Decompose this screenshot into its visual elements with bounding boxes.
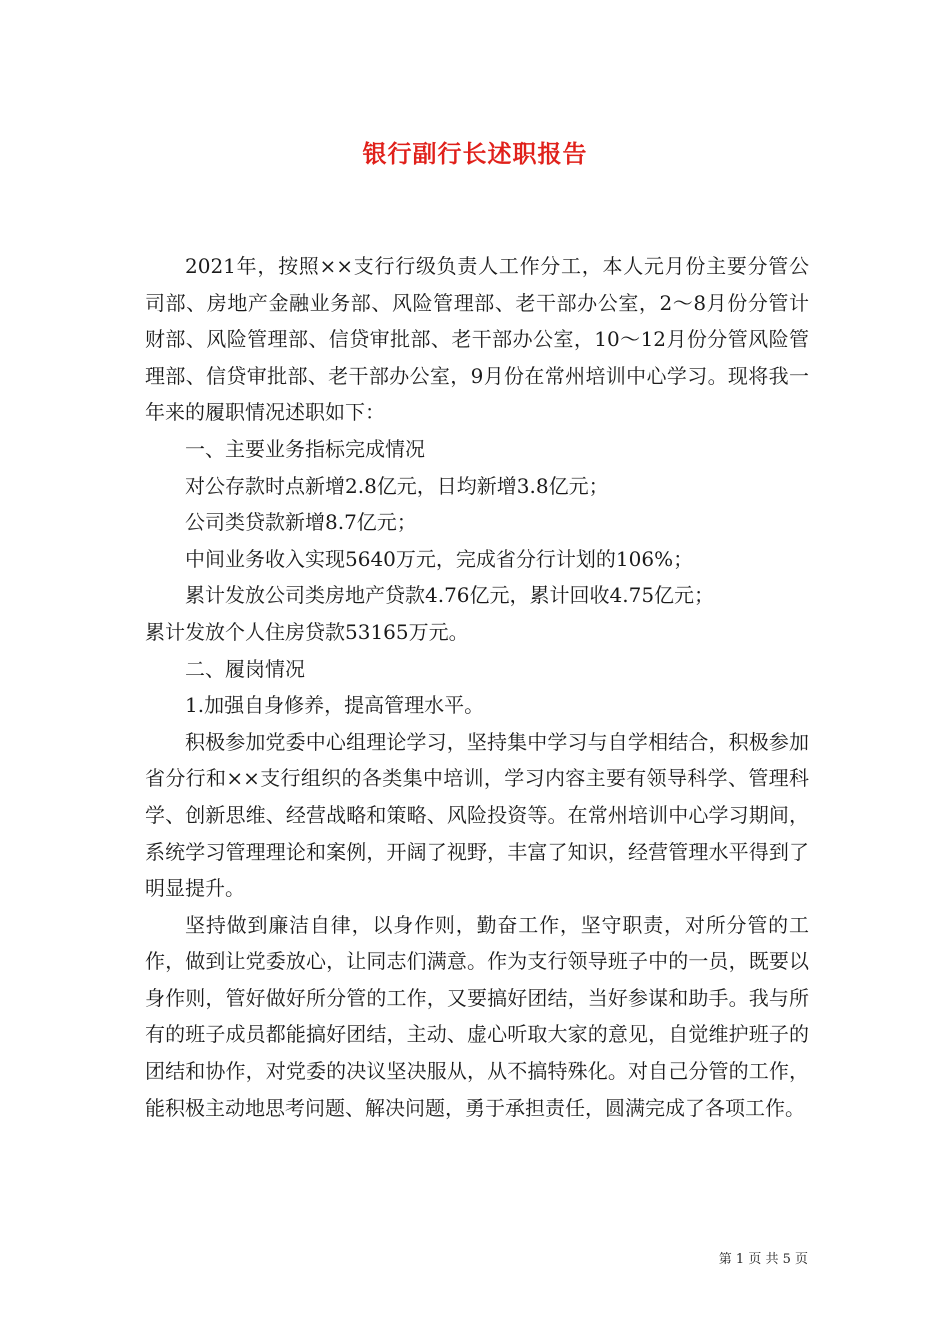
document-title: 银行副行长述职报告 bbox=[362, 139, 588, 168]
document-body bbox=[145, 248, 809, 1126]
paragraph-study: 积极参加党委中心组理论学习，坚持集中学习与自学相结合，积极参加省分行和××支行组织的各类集中培训，学习内容主要有领导科学、管理科学、创新思维、经营战略和策略、风险投资等。在常州培训中心学习期间，系统学习管理理论和案例，开阔了视野，丰富了知识，经营管理水平得到了明显提升。 bbox=[145, 729, 809, 901]
paragraph-loans: 公司类贷款新增8.7亿元； bbox=[185, 510, 417, 535]
section-heading-indicators: 一、主要业务指标完成情况 bbox=[185, 436, 425, 461]
paragraph-deposits: 对公存款时点新增2.8亿元，日均新增3.8亿元； bbox=[185, 473, 609, 498]
paragraph-integrity: 坚持做到廉洁自律，以身作则，勤奋工作，坚守职责，对所分管的工作，做到让党委放心，让同志们满意。作为支行领导班子中的一员，既要以身作则，管好做好所分管的工作，又要搞好团结，当好参谋和助手。我与所有的班子成员都能搞好团结，主动、虚心听取大家的意见，自觉维护班子的团结和协作，对党委的决议坚决服从，从不搞特殊化。对自己分管的工作，能积极主动地思考问题、解决问题，勇于承担责任，圆满完成了各项工作。 bbox=[145, 912, 809, 1120]
paragraph-housing-loans: 累计发放个人住房贷款53165万元。 bbox=[145, 619, 469, 644]
paragraph-intermediate-income: 中间业务收入实现5640万元，完成省分行计划的106%； bbox=[185, 546, 694, 571]
subheading-self-cultivation: 1.加强自身修养，提高管理水平。 bbox=[185, 693, 485, 718]
paragraph-intro: 2021年，按照××支行行级负责人工作分工，本人元月份主要分管公司部、房地产金融业务部、风险管理部、老干部办公室，2～8月份分管计财部、风险管理部、信贷审批部、老干部办公室，10～12月份分管风险管理部、信贷审批部、老干部办公室，9月份在常州培训中心学习。现将我一年来的履职情况述职如下： bbox=[145, 254, 809, 425]
page-number: 第 1 页 共 5 页 bbox=[718, 1252, 808, 1267]
section-heading-duties: 二、履岗情况 bbox=[185, 656, 305, 681]
paragraph-real-estate-loans: 累计发放公司类房地产贷款4.76亿元，累计回收4.75亿元； bbox=[185, 583, 715, 608]
